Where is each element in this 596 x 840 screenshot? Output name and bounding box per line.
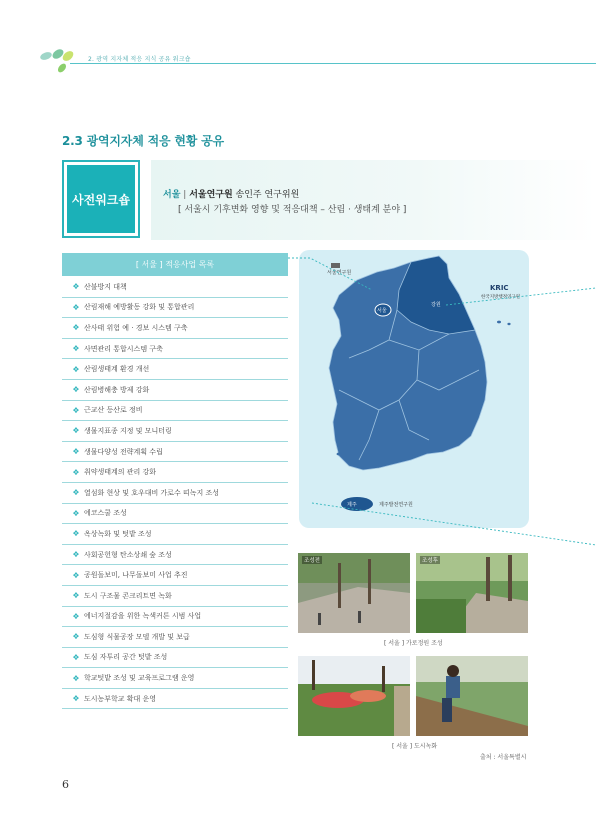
diamond-bullet-icon: ❖	[72, 405, 80, 415]
policy-item-text: 도심 자투리 공간 텃밭 조성	[84, 653, 168, 662]
region-name: 서울	[163, 190, 181, 200]
diamond-bullet-icon: ❖	[72, 632, 80, 642]
map-label-seoul: 서울	[377, 308, 387, 314]
workshop-topic: [ 서울시 기후변화 영향 및 적응대책 – 산림 · 생태계 분야 ]	[178, 205, 407, 215]
diamond-bullet-icon: ❖	[72, 282, 80, 292]
policy-item-text: 공원돌보미, 나무돌보미 사업 추진	[84, 571, 188, 580]
policy-item-text: 산불방지 대책	[84, 282, 127, 291]
separator: |	[183, 190, 187, 200]
photo-urban-greening-1	[298, 656, 410, 736]
photo-label-before: 조성전	[304, 558, 320, 564]
policy-list-title: [ 서울 ] 적응사업 목록	[62, 253, 288, 276]
workshop-label: 사전워크숍	[67, 165, 135, 233]
diamond-bullet-icon: ❖	[72, 508, 80, 518]
diamond-bullet-icon: ❖	[72, 652, 80, 662]
diamond-bullet-icon: ❖	[72, 611, 80, 621]
map-label-seoul-inst: 서울연구원	[327, 270, 352, 276]
map-label-jeju: 제주	[347, 502, 357, 508]
policy-item-text: 생물지표종 지정 및 모니터링	[84, 426, 172, 435]
policy-item-text: 산림생태계 환경 개선	[84, 365, 150, 374]
diamond-bullet-icon: ❖	[72, 570, 80, 580]
diamond-bullet-icon: ❖	[72, 302, 80, 312]
photo-street-before	[298, 553, 410, 633]
photo-caption-street: [ 서울 ] 가로정원 조성	[384, 640, 443, 647]
organization-name: 서울연구원	[189, 190, 233, 200]
section-title: 2.3 광역지자체 적응 현황 공유	[62, 134, 224, 148]
diamond-bullet-icon: ❖	[72, 694, 80, 704]
map-label-jeju-inst: 제주발전연구원	[379, 502, 413, 508]
policy-item-text: 근교산 등산로 정비	[84, 406, 143, 415]
policy-item-text: 에너지절감을 위한 녹색커튼 시범 사업	[84, 612, 202, 621]
map-label-gangwon: 강원	[431, 302, 441, 308]
policy-item-text: 산림병해충 방제 강화	[84, 385, 150, 394]
diamond-bullet-icon: ❖	[72, 364, 80, 374]
diamond-bullet-icon: ❖	[72, 323, 80, 333]
diamond-bullet-icon: ❖	[72, 550, 80, 560]
policy-item-text: 에코스쿨 조성	[84, 509, 127, 518]
kric-logo: KRIC	[490, 284, 509, 292]
source-credit: 출처 : 서울특별시	[480, 754, 527, 761]
policy-item-text: 도심형 식물공장 모델 개발 및 보급	[84, 632, 190, 641]
page-number: 6	[62, 778, 69, 791]
diamond-bullet-icon: ❖	[72, 467, 80, 477]
policy-item-text: 학교텃밭 조성 및 교육프로그램 운영	[84, 674, 195, 683]
policy-item-text: 옥상녹화 및 텃밭 조성	[84, 529, 152, 538]
diamond-bullet-icon: ❖	[72, 385, 80, 395]
diamond-bullet-icon: ❖	[72, 344, 80, 354]
photo-street-after	[416, 553, 528, 633]
diamond-bullet-icon: ❖	[72, 529, 80, 539]
photo-label-after: 조성후	[422, 558, 438, 564]
photo-caption-greening: [ 서울 ] 도시녹화	[392, 743, 438, 750]
diamond-bullet-icon: ❖	[72, 426, 80, 436]
policy-item-text: 취약생태계의 관리 강화	[84, 468, 157, 477]
diamond-bullet-icon: ❖	[72, 673, 80, 683]
policy-item-text: 도시농부학교 확대 운영	[84, 694, 157, 703]
policy-item-text: 생물다양성 전략계획 수립	[84, 447, 163, 456]
policy-item-text: 산사태 위험 예 · 경보 시스템 구축	[84, 323, 188, 332]
policy-item-text: 열섬화 현상 및 호우대비 가로수 띠녹지 조성	[84, 488, 220, 497]
diamond-bullet-icon: ❖	[72, 591, 80, 601]
diamond-bullet-icon: ❖	[72, 447, 80, 457]
chapter-heading: 2. 광역 지자체 적응 지식 공유 워크숍	[88, 56, 191, 63]
policy-item-text: 사면관리 통합시스템 구축	[84, 344, 163, 353]
policy-item-text: 도시 구조물 콘크리트면 녹화	[84, 591, 172, 600]
diamond-bullet-icon: ❖	[72, 488, 80, 498]
policy-item-text: 사회공헌형 탄소상쇄 숲 조성	[84, 550, 172, 559]
kric-name: 한국지방행정연구원	[481, 295, 521, 300]
presenter-name: 송인주 연구위원	[235, 190, 300, 200]
photo-urban-greening-2	[416, 656, 528, 736]
policy-item-text: 산림재해 예방활동 강화 및 통합관리	[84, 303, 195, 312]
